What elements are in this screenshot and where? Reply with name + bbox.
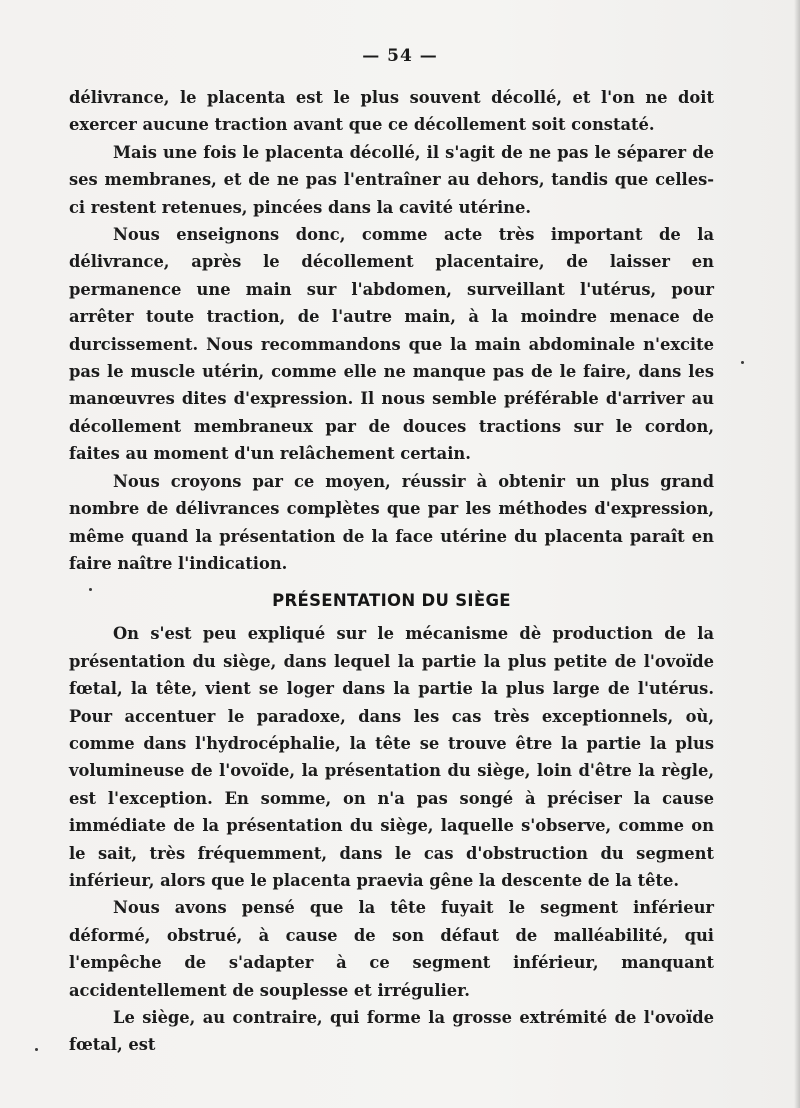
paragraph: Nous enseignons donc, comme acte très important de la délivrance, après le décollement placentaire, de laisser en permanence une main sur l'abdomen, surveillant l'utérus, pour arrêter toute traction, de l'autre main, à la moindre menace de durcissement. Nous recommandons que la main abdominale n'excite pas le muscle utérin, comme elle ne manque pas de le faire, dans les manœuvres dites d'expression. Il nous semble préférable d'arriver au décollement membraneux par de douces tractions sur le cordon, faites au moment d'un relâchement certain. <box>69 225 714 464</box>
body-text <box>69 84 714 1059</box>
page-number: — 54 — <box>362 46 438 66</box>
page-edge-shadow <box>794 0 800 1108</box>
paragraph-continuation: délivrance, le placenta est le plus souvent décollé, et l'on ne doit exercer aucune traction avant que ce décollement soit constaté. <box>69 88 714 135</box>
margin-speck <box>89 588 92 591</box>
margin-speck <box>741 361 744 364</box>
paragraph-truncated: Le siège, au contraire, qui forme la grosse extrémité de l'ovoïde fœtal, est <box>69 1008 714 1055</box>
paragraph: On s'est peu expliqué sur le mécanisme dè production de la présentation du siège, dans lequel la partie la plus petite de l'ovoïde fœtal, la tête, vient se loger dans la partie la plus large de l'utérus. Pour accentuer le paradoxe, dans les cas très exceptionnels, où, comme dans l'hydrocéphalie, la tête se trouve être la partie la plus volumineuse de l'ovoïde, la présentation du siège, loin d'être la règle, est l'exception. En somme, on n'a pas songé à préciser la cause immédiate de la présentation du siège, laquelle s'observe, comme on le sait, très fréquemment, dans le cas d'obstruction du segment inférieur, alors que le placenta praevia gêne la descente de la tête. <box>69 624 714 890</box>
paragraph: Mais une fois le placenta décollé, il s'agit de ne pas le séparer de ses membranes, et de ne pas l'entraîner au dehors, tandis que celles-ci restent retenues, pincées dans la cavité utérine. <box>69 142 714 217</box>
paragraph: Nous croyons par ce moyen, réussir à obtenir un plus grand nombre de délivrances complètes que par les méthodes d'expression, même quand la présentation de la face utérine du placenta paraît en faire naître l'indication. <box>69 471 714 573</box>
paragraph: Nous avons pensé que la tête fuyait le segment inférieur déformé, obstrué, à cause de son défaut de malléabilité, qui l'empêche de s'adapter à ce segment inférieur, manquant accidentellement de souplesse et irrégulier. <box>69 898 714 1000</box>
margin-speck <box>35 1048 38 1051</box>
section-heading: PRÉSENTATION DU SIÈGE <box>272 591 511 611</box>
